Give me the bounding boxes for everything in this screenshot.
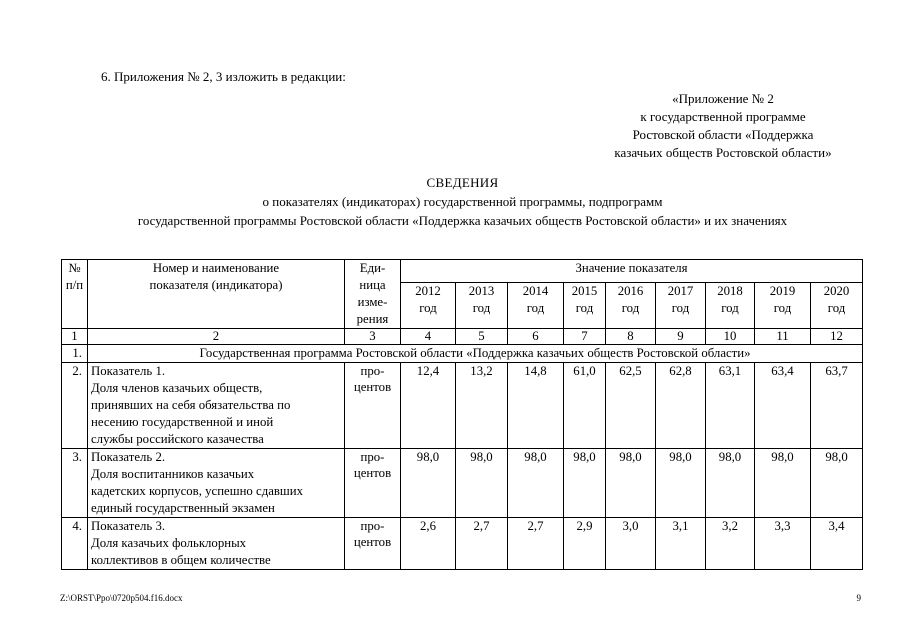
appendix-heading bbox=[593, 90, 853, 162]
indicator-value: 98,0 bbox=[564, 449, 606, 518]
indicator-value: 63,1 bbox=[706, 363, 755, 449]
header-year: 2016 год bbox=[606, 283, 656, 329]
indicator-value: 98,0 bbox=[706, 449, 755, 518]
indicator-unit: про- центов bbox=[345, 449, 401, 518]
column-number: 2 bbox=[88, 329, 345, 345]
title-line-1: СВЕДЕНИЯ bbox=[426, 175, 499, 190]
column-number: 4 bbox=[401, 329, 456, 345]
page-number: 9 bbox=[856, 593, 861, 603]
column-number: 3 bbox=[345, 329, 401, 345]
indicator-value: 98,0 bbox=[401, 449, 456, 518]
header-year: 2013 год bbox=[456, 283, 508, 329]
indicator-value: 14,8 bbox=[508, 363, 564, 449]
indicator-value: 62,8 bbox=[656, 363, 706, 449]
column-number: 9 bbox=[656, 329, 706, 345]
appendix-line: к государственной программе bbox=[640, 109, 806, 124]
column-numbers-row bbox=[62, 329, 863, 345]
column-number: 8 bbox=[606, 329, 656, 345]
indicator-value: 13,2 bbox=[456, 363, 508, 449]
indicator-value: 61,0 bbox=[564, 363, 606, 449]
indicator-value: 2,9 bbox=[564, 518, 606, 570]
appendix-line: Ростовской области «Поддержка bbox=[632, 127, 814, 142]
section-row bbox=[62, 345, 863, 363]
column-number: 1 bbox=[62, 329, 88, 345]
indicator-value: 63,4 bbox=[755, 363, 811, 449]
header-year: 2018 год bbox=[706, 283, 755, 329]
row-number: 3. bbox=[62, 449, 88, 518]
document-title bbox=[60, 173, 865, 230]
indicator-value: 2,7 bbox=[508, 518, 564, 570]
column-number: 7 bbox=[564, 329, 606, 345]
indicator-value: 63,7 bbox=[811, 363, 863, 449]
indicator-value: 3,3 bbox=[755, 518, 811, 570]
intro-text: 6. Приложения № 2, 3 изложить в редакции: bbox=[101, 69, 346, 84]
indicator-value: 3,0 bbox=[606, 518, 656, 570]
appendix-line: «Приложение № 2 bbox=[672, 91, 774, 106]
indicator-value: 3,2 bbox=[706, 518, 755, 570]
section-number: 1. bbox=[62, 345, 88, 363]
header-row bbox=[62, 260, 863, 283]
header-year: 2019 год bbox=[755, 283, 811, 329]
title-line-2: о показателях (индикаторах) государственной программы, подпрограмм bbox=[262, 194, 663, 209]
table-row bbox=[62, 449, 863, 518]
indicator-value: 2,7 bbox=[456, 518, 508, 570]
column-number: 12 bbox=[811, 329, 863, 345]
indicator-value: 98,0 bbox=[811, 449, 863, 518]
footer-file-path: Z:\ORST\Ppo\0720p504.f16.docx bbox=[60, 593, 183, 603]
indicator-value: 62,5 bbox=[606, 363, 656, 449]
column-number: 11 bbox=[755, 329, 811, 345]
indicators-table bbox=[61, 259, 863, 570]
column-number: 10 bbox=[706, 329, 755, 345]
indicator-name: Показатель 3. Доля казачьих фольклорных коллективов в общем количестве bbox=[88, 518, 345, 570]
indicator-value: 3,1 bbox=[656, 518, 706, 570]
header-year: 2014 год bbox=[508, 283, 564, 329]
column-number: 6 bbox=[508, 329, 564, 345]
indicator-unit: про- центов bbox=[345, 363, 401, 449]
indicator-value: 98,0 bbox=[508, 449, 564, 518]
row-number: 2. bbox=[62, 363, 88, 449]
header-year: 2020 год bbox=[811, 283, 863, 329]
header-year: 2015 год bbox=[564, 283, 606, 329]
indicator-value: 98,0 bbox=[606, 449, 656, 518]
header-number: № п/п bbox=[62, 260, 88, 329]
table-row bbox=[62, 363, 863, 449]
table-row bbox=[62, 518, 863, 570]
indicator-name: Показатель 2. Доля воспитанников казачьих кадетских корпусов, успешно сдавших единый государственный экзамен bbox=[88, 449, 345, 518]
indicator-value: 98,0 bbox=[755, 449, 811, 518]
indicator-value: 12,4 bbox=[401, 363, 456, 449]
column-number: 5 bbox=[456, 329, 508, 345]
indicator-value: 3,4 bbox=[811, 518, 863, 570]
header-year: 2012 год bbox=[401, 283, 456, 329]
indicator-value: 98,0 bbox=[656, 449, 706, 518]
header-indicator-name: Номер и наименование показателя (индикатора) bbox=[88, 260, 345, 329]
header-unit: Еди- ница изме- рения bbox=[345, 260, 401, 329]
row-number: 4. bbox=[62, 518, 88, 570]
title-line-3: государственной программы Ростовской области «Поддержка казачьих обществ Ростовской области» и их значениях bbox=[137, 213, 788, 228]
indicator-unit: про- центов bbox=[345, 518, 401, 570]
header-values-title: Значение показателя bbox=[401, 260, 863, 283]
appendix-line: казачьих обществ Ростовской области» bbox=[614, 145, 832, 160]
header-year: 2017 год bbox=[656, 283, 706, 329]
indicator-value: 98,0 bbox=[456, 449, 508, 518]
section-title: Государственная программа Ростовской области «Поддержка казачьих обществ Ростовской области» bbox=[88, 345, 863, 363]
indicator-name: Показатель 1. Доля членов казачьих обществ, принявших на себя обязательства по несению государственной и иной службы российского казачества bbox=[88, 363, 345, 449]
indicator-value: 2,6 bbox=[401, 518, 456, 570]
